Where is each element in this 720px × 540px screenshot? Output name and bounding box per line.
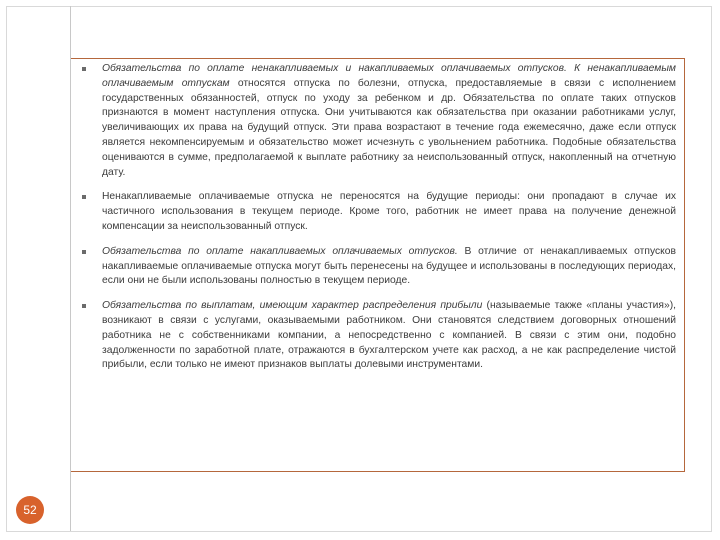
bullet-marker-icon xyxy=(82,67,86,71)
bullet-heading: Обязательства по оплате накапливаемых оплачиваемых отпусков. xyxy=(102,245,458,257)
bullet-marker-icon xyxy=(82,250,86,254)
bullet-text: (называемые также «планы участия»), возникают в связи с услугами, оказываемыми работником. Они становятся следствием договорных отношений работника не с собственниками компании, а непосредственно с компанией. В связи с этим они, подобно задолженности по заработной плате, отражаются в бухгалтерском учете как расход, а не как распределение чистой прибыли, если только не имеют признаков выплаты долевыми инструментами. xyxy=(102,300,677,371)
page-number-badge: 52 xyxy=(16,496,44,524)
bullet-heading: Обязательства по выплатам, имеющим характер распределения прибыли xyxy=(102,300,483,312)
bullet-heading: Обязательства по оплате ненакапливаемых и накапливаемых оплачиваемых отпусков. К ненакапливаемым оплачиваемым отпускам xyxy=(102,63,676,89)
bullet-marker-icon xyxy=(82,304,86,308)
bullet-item-4 xyxy=(80,299,676,373)
bullet-item-2 xyxy=(80,190,676,234)
bullet-text: Ненакапливаемые оплачиваемые отпуска не переносятся на будущие периоды: они пропадают в случае их частичного использования в текущем периоде. Кроме того, работник не имеет права на получение денежной компенсации за неиспользованный отпуск. xyxy=(102,191,676,232)
bullet-item-1 xyxy=(80,62,676,180)
bullet-list xyxy=(80,62,676,383)
bullet-item-3 xyxy=(80,245,676,289)
bullet-text: относятся отпуска по болезни, отпуска, предоставляемые в связи с исполнением государственных обязанностей, отпуск по уходу за ребенком и др. Обязательства по оплате таких отпусков признаются в момент наступления отпуска. Они учитываются как обязательства при оказании работниками услуг, увеличивающих их права на будущий отпуск. Эти права возрастают в течение года ежемесячно, даже если отпуск является некомпенсируемым и обязательство может исчезнуть с увольнением работника. Подобные обязательства оцениваются в сумме, предполагаемой к выплате работнику за неиспользованный отпуск, накопленный на отчетную дату. xyxy=(102,77,676,178)
bullet-marker-icon xyxy=(82,195,86,199)
bullet-text: В отличие от ненакапливаемых отпусков накапливаемые оплачиваемые отпуска могут быть перенесены на будущее и использованы в последующих периодах, если они не были использованы полностью в текущем периоде. xyxy=(102,245,676,287)
